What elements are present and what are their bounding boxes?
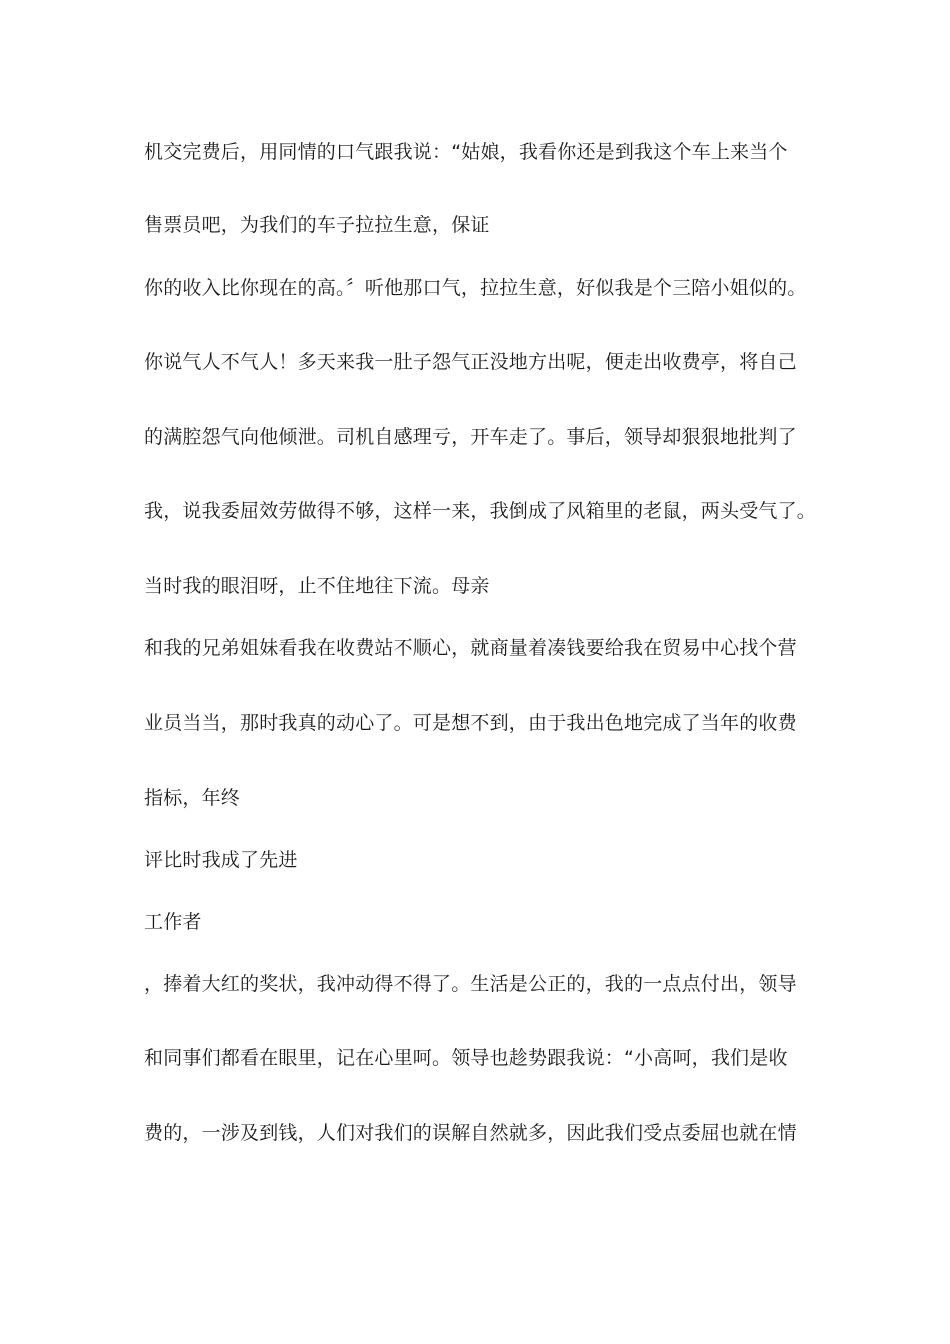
text-line: 业员当当，那时我真的动心了。可是想不到，由于我出色地完成了当年的收费 — [144, 712, 797, 734]
text-line: 和我的兄弟姐妹看我在收费站不顺心，就商量着凑钱要给我在贸易中心找个营 — [144, 637, 797, 659]
text-line: 售票员吧，为我们的车子拉拉生意，保证 — [144, 214, 490, 236]
text-line: ，捧着大红的奖状，我冲动得不得了。生活是公正的，我的一点点付出，领导 — [144, 973, 797, 995]
text-line: 评比时我成了先进 — [144, 849, 298, 871]
text-line: 机交完费后，用同情的口气跟我说：“姑娘，我看你还是到我这个车上来当个 — [144, 141, 788, 163]
text-line: 工作者 — [144, 911, 202, 933]
text-line: 指标，年终 — [144, 787, 241, 809]
text-line: 的满腔怨气向他倾泄。司机自感理亏，开车走了。事后，领导却狠狠地批判了 — [144, 426, 797, 448]
text-line: 当时我的眼泪呀，止不住地往下流。母亲 — [144, 575, 490, 597]
text-line: 你的收入比你现在的高。〞听他那口气，拉拉生意，好似我是个三陪小姐似的。 — [144, 277, 807, 299]
text-line: 费的，一涉及到钱，人们对我们的误解自然就多，因此我们受点委屈也就在情 — [144, 1122, 797, 1144]
text-line: 我，说我委屈效劳做得不够，这样一来，我倒成了风箱里的老鼠，两头受气了。 — [144, 500, 817, 522]
text-line: 和同事们都看在眼里，记在心里呵。领导也趁势跟我说：“小高呵，我们是收 — [144, 1047, 788, 1069]
text-line: 你说气人不气人！多天来我一肚子怨气正没地方出呢，便走出收费亭，将自己 — [144, 351, 797, 373]
